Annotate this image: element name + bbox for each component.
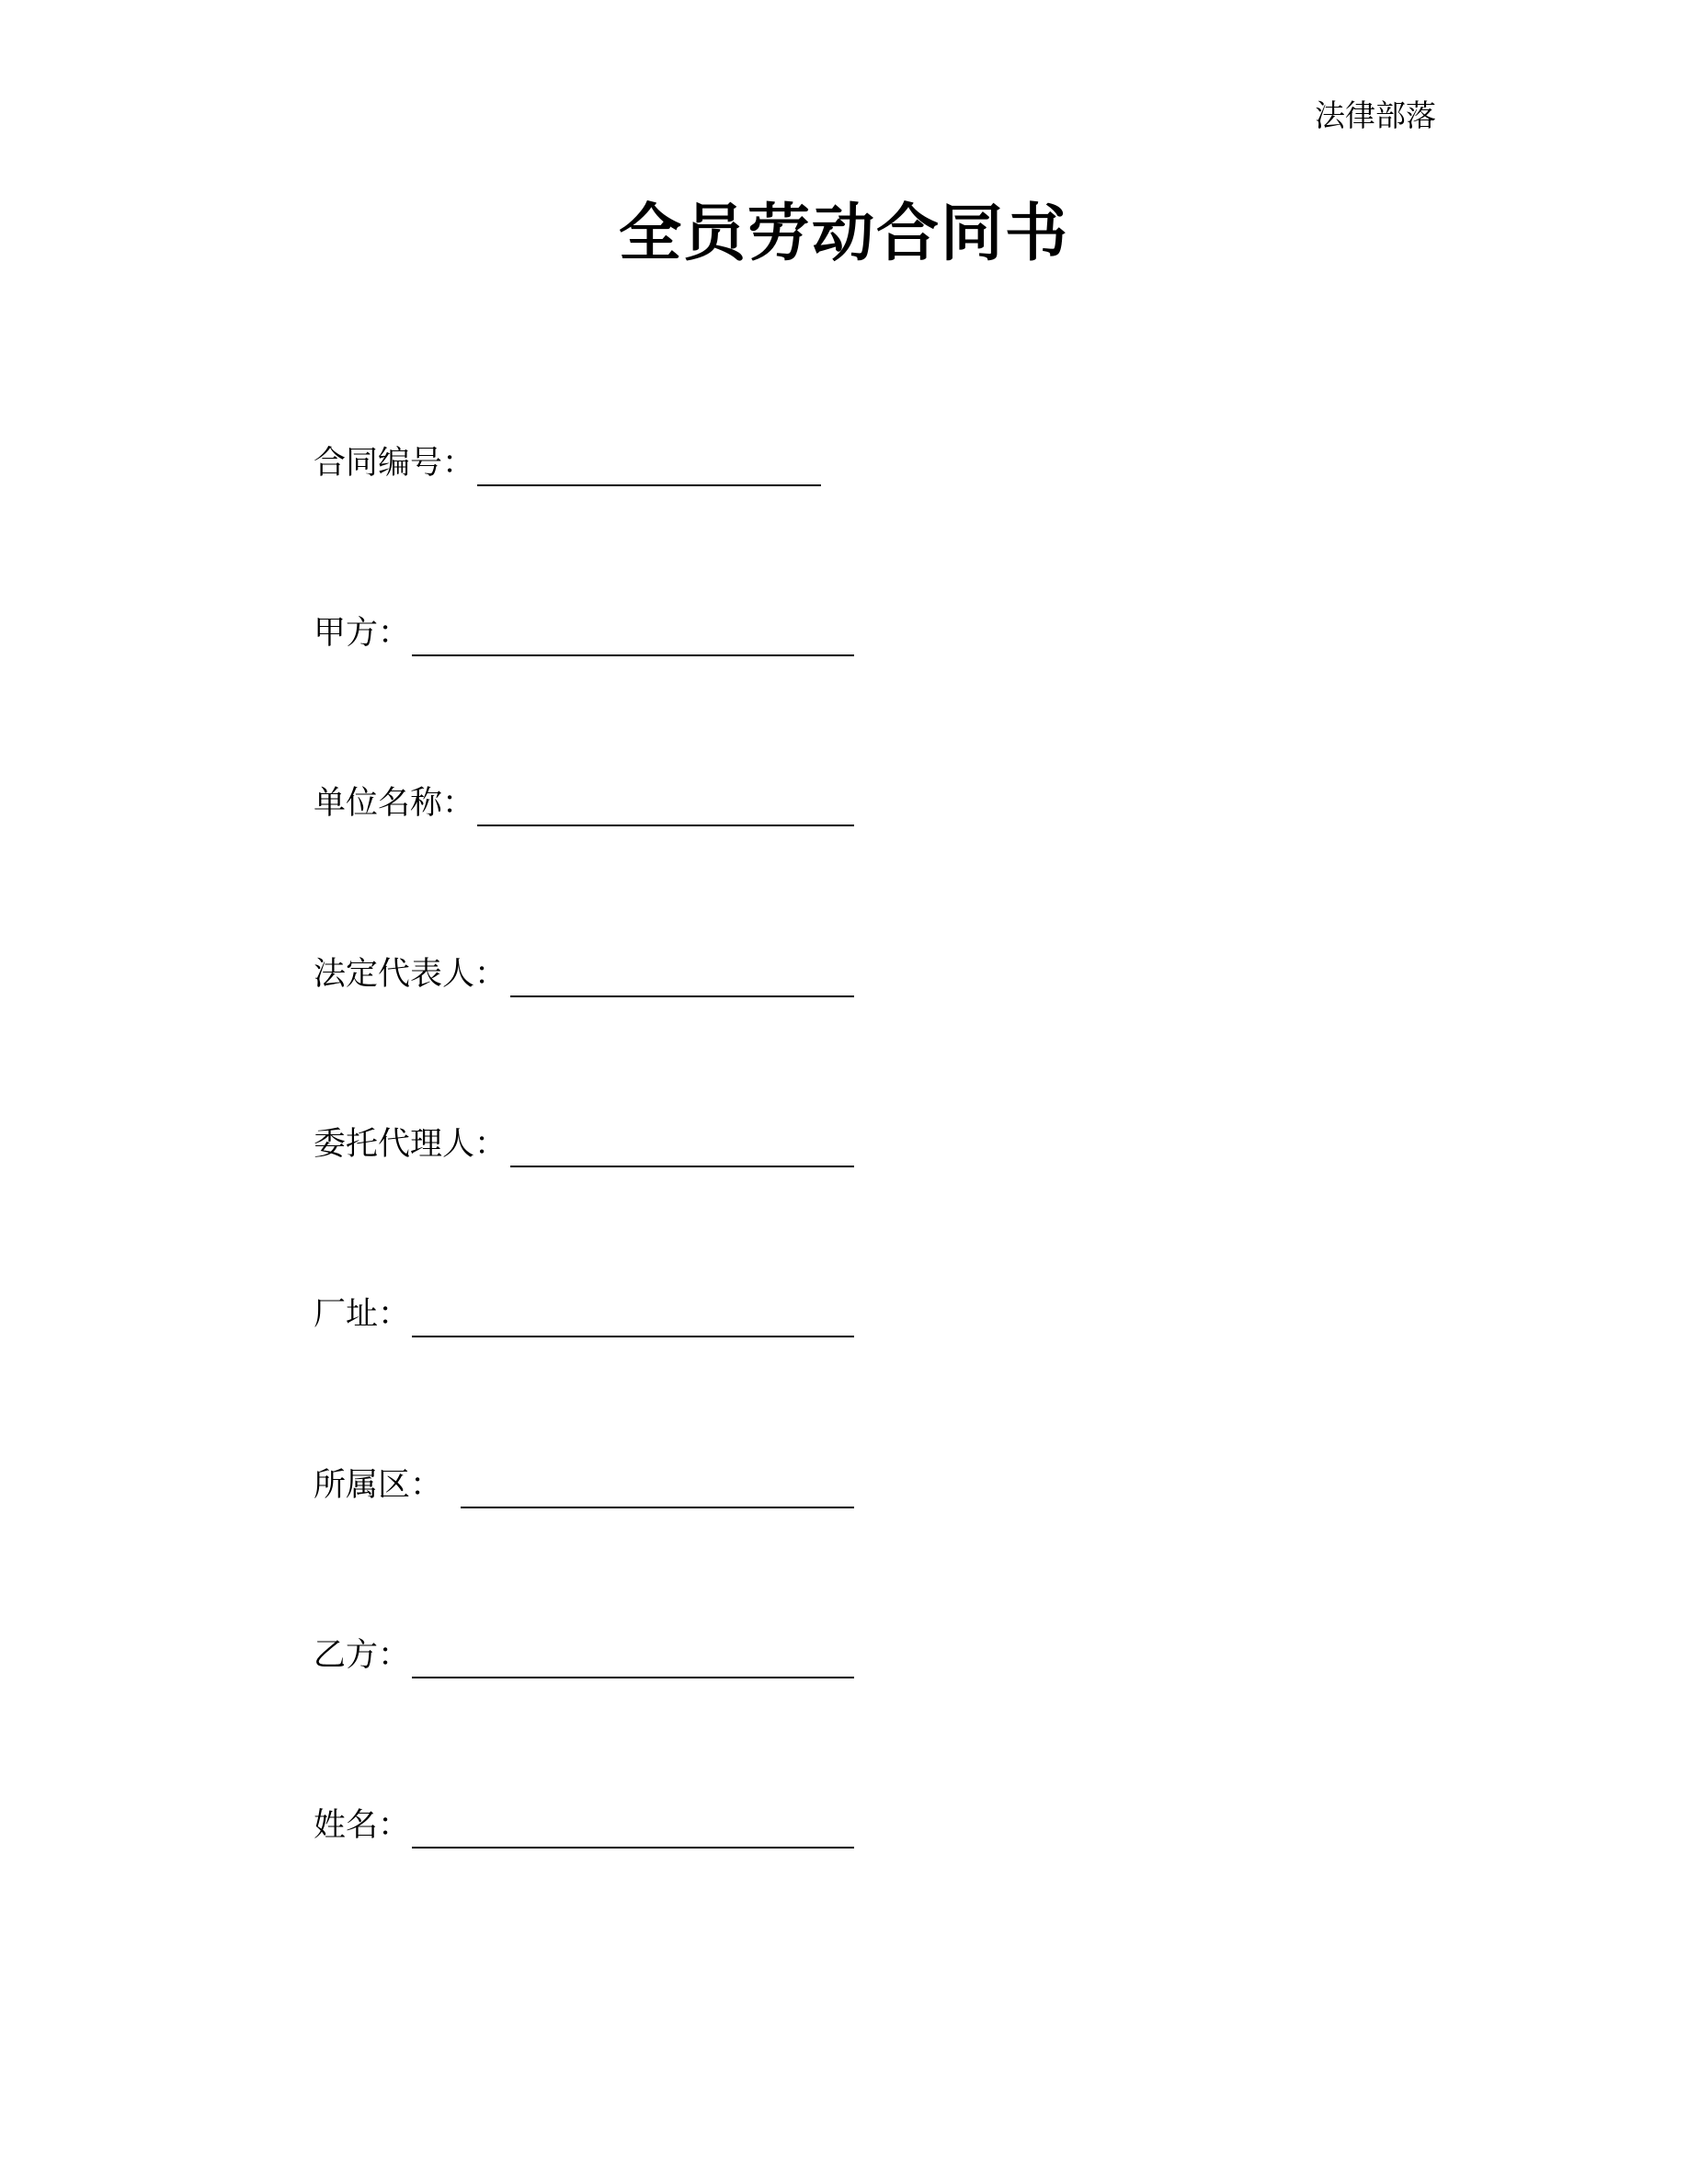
header-note: 法律部落 (1315, 97, 1436, 133)
authorized-agent-blank[interactable] (510, 1166, 854, 1167)
party-b-label: 乙方： (314, 1637, 411, 1674)
unit-name-label: 单位名称： (314, 785, 475, 822)
district-label: 所属区： (314, 1467, 443, 1504)
authorized-agent-field (314, 1122, 957, 1174)
legal-representative-blank[interactable] (510, 995, 854, 997)
contract-number-field (314, 441, 957, 493)
legal-representative-label: 法定代表人： (314, 956, 508, 993)
party-a-field (314, 611, 957, 663)
name-field (314, 1803, 957, 1855)
contract-number-label: 合同编号： (314, 445, 475, 482)
factory-address-label: 厂址： (314, 1296, 411, 1333)
name-label: 姓名： (314, 1807, 411, 1844)
party-b-blank[interactable] (412, 1677, 854, 1678)
legal-representative-field (314, 952, 957, 1004)
party-a-blank[interactable] (412, 654, 854, 656)
party-b-field (314, 1633, 957, 1685)
party-a-label: 甲方： (314, 615, 411, 652)
district-blank[interactable] (461, 1507, 854, 1508)
authorized-agent-label: 委托代理人： (314, 1126, 508, 1163)
contract-number-blank[interactable] (477, 484, 821, 486)
unit-name-field (314, 781, 957, 833)
name-blank[interactable] (412, 1847, 854, 1848)
unit-name-blank[interactable] (477, 825, 854, 826)
document-title: 全员劳动合同书 (618, 198, 1069, 270)
factory-address-field (314, 1292, 957, 1344)
factory-address-blank[interactable] (412, 1336, 854, 1337)
district-field (314, 1463, 957, 1515)
